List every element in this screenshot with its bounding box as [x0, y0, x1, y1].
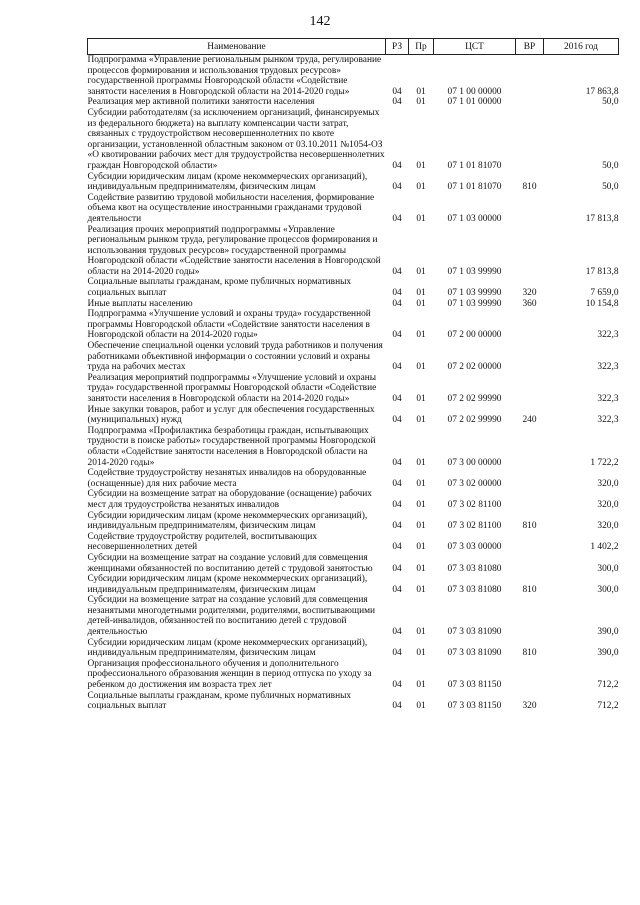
- row-vr: [516, 426, 544, 468]
- row-rz: 04: [392, 394, 402, 404]
- row-vr: 240: [522, 415, 537, 426]
- row-pr: 01: [416, 298, 426, 309]
- row-amount: 50,0: [602, 160, 619, 171]
- row-name: Содействие трудоустройству родителей, воспитывающих несовершеннолетних детей: [87, 531, 318, 553]
- table-row: [88, 553, 619, 574]
- row-name: Содействие развитию трудовой мобильности населения, формирование объема квот на осуществление иностранными гражданами трудовой деятельности: [87, 192, 375, 224]
- page-number: 142: [309, 14, 331, 29]
- row-rz: 04: [392, 521, 402, 532]
- row-amount: 1 722,2: [590, 457, 619, 468]
- row-cst: 07 3 03 81150: [447, 680, 502, 691]
- row-vr: [516, 659, 544, 691]
- row-cst: 07 2 02 00000: [447, 362, 502, 373]
- row-cst: 07 3 03 81080: [447, 563, 502, 574]
- row-rz: 04: [392, 86, 402, 97]
- table-row: [88, 595, 619, 637]
- row-rz: 04: [392, 478, 402, 489]
- row-pr: 01: [416, 266, 426, 277]
- table-row: [88, 341, 619, 373]
- row-pr: 01: [416, 394, 426, 404]
- row-cst: 07 2 02 99990: [447, 394, 502, 404]
- row-pr: 01: [416, 86, 426, 97]
- row-rz: 04: [392, 288, 402, 299]
- row-vr: [516, 108, 544, 172]
- row-cst: 07 3 02 81100: [447, 521, 502, 532]
- row-vr: [516, 341, 544, 373]
- row-amount: 7 659,0: [590, 288, 619, 299]
- row-cst: 07 3 03 81090: [447, 627, 502, 638]
- row-name: Иные закупки товаров, работ и услуг для обеспечения государственных (муниципальных) нужд: [87, 404, 375, 426]
- row-rz: 04: [392, 415, 402, 426]
- row-vr: [516, 489, 544, 510]
- row-pr: 01: [416, 584, 426, 595]
- header-pr: Пр: [409, 39, 434, 55]
- row-rz: 04: [392, 457, 402, 468]
- row-amount: 320,0: [597, 499, 619, 510]
- row-cst: 07 3 03 81150: [447, 701, 502, 712]
- row-name: Субсидии на возмещение затрат на оборудование (оснащение) рабочих мест для трудоустройства незанятых инвалидов: [87, 489, 372, 510]
- row-amount: 300,0: [597, 563, 619, 574]
- table-row: [88, 426, 619, 468]
- table-row: [88, 277, 619, 298]
- row-pr: 01: [416, 415, 426, 426]
- row-rz: 04: [392, 701, 402, 712]
- budget-table: [87, 38, 619, 712]
- row-rz: 04: [392, 584, 402, 595]
- row-vr: [516, 193, 544, 225]
- row-rz: 04: [392, 266, 402, 277]
- row-name: Организация профессионального обучения и дополнительного профессионального образования женщин в период отпуска по уходу за ребенком до достижения им возраста трех лет: [87, 658, 372, 691]
- row-name: Подпрограмма «Управление региональным рынком труда, регулирование процессов формирования и использования трудовых ресурсов» государственной программы Новгородской области «Содействие занятости населения в Новгородской области на 2014-2020 годы»: [87, 55, 382, 97]
- row-rz: 04: [392, 627, 402, 638]
- row-cst: 07 3 02 81100: [447, 499, 502, 510]
- header-vr: ВР: [516, 39, 544, 55]
- row-name: Реализация мер активной политики занятости населения: [87, 97, 315, 108]
- row-amount: 322,3: [597, 394, 619, 404]
- row-amount: 390,0: [597, 627, 619, 638]
- row-cst: 07 1 01 81070: [447, 182, 502, 193]
- row-rz: 04: [392, 648, 402, 659]
- row-pr: 01: [416, 521, 426, 532]
- row-vr: [516, 532, 544, 553]
- row-pr: 01: [416, 499, 426, 510]
- row-amount: 10 154,8: [585, 298, 619, 309]
- row-name: Субсидии на возмещение затрат на создание условий для совмещения женщинами обязанностей по воспитанию детей с трудовой занятостью: [87, 552, 373, 574]
- row-rz: 04: [392, 680, 402, 691]
- row-rz: 04: [392, 97, 402, 108]
- row-amount: 712,2: [597, 680, 619, 691]
- row-vr: [516, 373, 544, 405]
- row-vr: 810: [522, 521, 537, 532]
- row-name: Иные выплаты населению: [87, 298, 193, 309]
- table-body: [88, 55, 619, 712]
- row-vr: 320: [522, 701, 537, 712]
- row-vr: [516, 55, 544, 98]
- table-row: [88, 659, 619, 691]
- row-amount: 50,0: [602, 97, 619, 108]
- row-cst: 07 1 01 00000: [447, 97, 502, 108]
- row-cst: 07 1 00 00000: [447, 86, 502, 97]
- row-vr: [516, 553, 544, 574]
- table-row: [88, 55, 619, 98]
- row-rz: 04: [392, 182, 402, 193]
- row-vr: 810: [522, 182, 537, 193]
- table-row: [88, 309, 619, 341]
- row-name: Субсидии на возмещение затрат на создание условий для совмещения незанятыми многодетными родителями, родителями, воспитывающими детей-инвалидов, обязанностей по воспитанию детей с трудовой деятельностью: [87, 595, 376, 638]
- table-header-row: [88, 39, 619, 55]
- table-row: [88, 638, 619, 659]
- row-pr: 01: [416, 182, 426, 193]
- row-vr: 810: [522, 584, 537, 595]
- row-name: Подпрограмма «Профилактика безработицы граждан, испытывающих трудности в поиске работы» государственной программы Новгородской области «Содействие занятости населения в Новгородской области на 2014-2020 годы»: [87, 425, 376, 468]
- row-cst: 07 3 00 00000: [447, 457, 502, 468]
- row-pr: 01: [416, 213, 426, 224]
- row-amount: 320,0: [597, 478, 619, 489]
- row-cst: 07 1 01 81070: [447, 160, 502, 171]
- table-row: [88, 691, 619, 712]
- row-amount: 300,0: [597, 584, 619, 595]
- row-cst: 07 3 03 81080: [447, 584, 502, 595]
- row-cst: 07 3 02 00000: [447, 478, 502, 489]
- row-cst: 07 1 03 99990: [447, 266, 502, 277]
- row-amount: 322,3: [597, 362, 619, 373]
- table-row: [88, 172, 619, 193]
- table-row: [88, 193, 619, 225]
- row-rz: 04: [392, 563, 402, 574]
- row-pr: 01: [416, 648, 426, 659]
- row-rz: 04: [392, 542, 402, 553]
- row-vr: [516, 97, 544, 108]
- row-pr: 01: [416, 478, 426, 489]
- table-row: [88, 97, 619, 108]
- row-amount: 17 813,8: [585, 266, 619, 277]
- table-row: [88, 532, 619, 553]
- row-vr: 360: [522, 298, 537, 309]
- row-amount: 322,3: [597, 330, 619, 341]
- row-cst: 07 3 03 81090: [447, 648, 502, 659]
- table-row: [88, 511, 619, 532]
- row-vr: 320: [522, 288, 537, 299]
- header-name: Наименование: [88, 39, 386, 55]
- row-name: Содействие трудоустройству незанятых инвалидов на оборудованные (оснащенные) для них рабочие места: [87, 468, 367, 489]
- row-amount: 17 863,8: [585, 86, 619, 97]
- row-vr: [516, 225, 544, 278]
- row-vr: [516, 595, 544, 637]
- table-row: [88, 468, 619, 489]
- row-vr: [516, 468, 544, 489]
- header-rz: РЗ: [386, 39, 409, 55]
- row-amount: 50,0: [602, 182, 619, 193]
- row-name: Субсидии юридическим лицам (кроме некоммерческих организаций), индивидуальным предпринимателям, физическим лицам: [87, 637, 368, 659]
- row-amount: 320,0: [597, 521, 619, 532]
- table-row: [88, 225, 619, 278]
- row-pr: 01: [416, 542, 426, 553]
- header-cst: ЦСТ: [434, 39, 516, 55]
- row-name: Субсидии юридическим лицам (кроме некоммерческих организаций), индивидуальным предпринимателям, физическим лицам: [87, 574, 368, 595]
- row-amount: 17 813,8: [585, 213, 619, 224]
- row-amount: 390,0: [597, 648, 619, 659]
- row-cst: 07 2 00 00000: [447, 330, 502, 341]
- row-pr: 01: [416, 288, 426, 299]
- row-rz: 04: [392, 499, 402, 510]
- row-cst: 07 1 03 99990: [447, 288, 502, 299]
- row-pr: 01: [416, 680, 426, 691]
- table-row: [88, 299, 619, 310]
- row-amount: 322,3: [597, 415, 619, 426]
- table-row: [88, 108, 619, 172]
- row-rz: 04: [392, 330, 402, 341]
- row-cst: 07 1 03 99990: [447, 298, 502, 309]
- row-name: Социальные выплаты гражданам, кроме публичных нормативных социальных выплат: [87, 690, 352, 712]
- row-name: Социальные выплаты гражданам, кроме публичных нормативных социальных выплат: [87, 277, 352, 299]
- row-pr: 01: [416, 160, 426, 171]
- table-row: [88, 373, 619, 405]
- table-row: [88, 574, 619, 595]
- header-amount: 2016 год: [544, 39, 619, 55]
- row-rz: 04: [392, 213, 402, 224]
- row-rz: 04: [392, 298, 402, 309]
- row-pr: 01: [416, 457, 426, 468]
- row-name: Подпрограмма «Улучшение условий и охраны труда» государственной программы Новгородской области «Содействие занятости населения в Новгородской области на 2014-2020 годы»: [87, 309, 371, 341]
- row-amount: 712,2: [597, 701, 619, 712]
- table-row: [88, 489, 619, 510]
- row-rz: 04: [392, 362, 402, 373]
- row-name: Обеспечение специальной оценки условий труда работников и получения работниками объективной информации о состоянии условий и охраны труда на рабочих местах: [87, 341, 383, 373]
- row-cst: 07 1 03 00000: [447, 213, 502, 224]
- row-vr: [516, 309, 544, 341]
- row-rz: 04: [392, 160, 402, 171]
- row-pr: 01: [416, 563, 426, 574]
- table-row: [88, 405, 619, 426]
- row-cst: 07 2 02 99990: [447, 415, 502, 426]
- row-amount: 1 402,2: [590, 542, 619, 553]
- row-vr: 810: [522, 648, 537, 659]
- row-name: Субсидии работодателям (за исключением организаций, финансируемых из федерального бюджета) на выплату компенсации части затрат, связанных с трудоустройством несовершеннолетних по квоте организации, установленной областным законом от 03.10.2011 №1054-ОЗ «О квотировании рабочих мест для трудоустройства несовершеннолетних граждан Новгородской области»: [87, 107, 385, 171]
- row-name: Реализация мероприятий подпрограммы «Улучшение условий и охраны труда» государственной программы Новгородской области «Содействие занятости населения в Новгородской области на 2014-2020 годы»: [87, 372, 377, 404]
- row-pr: 01: [416, 362, 426, 373]
- row-cst: 07 3 03 00000: [447, 542, 502, 553]
- row-name: Субсидии юридическим лицам (кроме некоммерческих организаций), индивидуальным предпринимателям, физическим лицам: [87, 510, 368, 532]
- row-name: Субсидии юридическим лицам (кроме некоммерческих организаций), индивидуальным предпринимателям, физическим лицам: [87, 171, 368, 193]
- row-pr: 01: [416, 97, 426, 108]
- row-pr: 01: [416, 330, 426, 341]
- row-pr: 01: [416, 701, 426, 712]
- row-pr: 01: [416, 627, 426, 638]
- row-name: Реализация прочих мероприятий подпрограммы «Управление региональным рынком труда, регулирование процессов формирования и использования трудовых ресурсов» государственной программы Новгородской области «Содействие занятости населения в Новгородской области на 2014-2020 годы»: [87, 224, 381, 277]
